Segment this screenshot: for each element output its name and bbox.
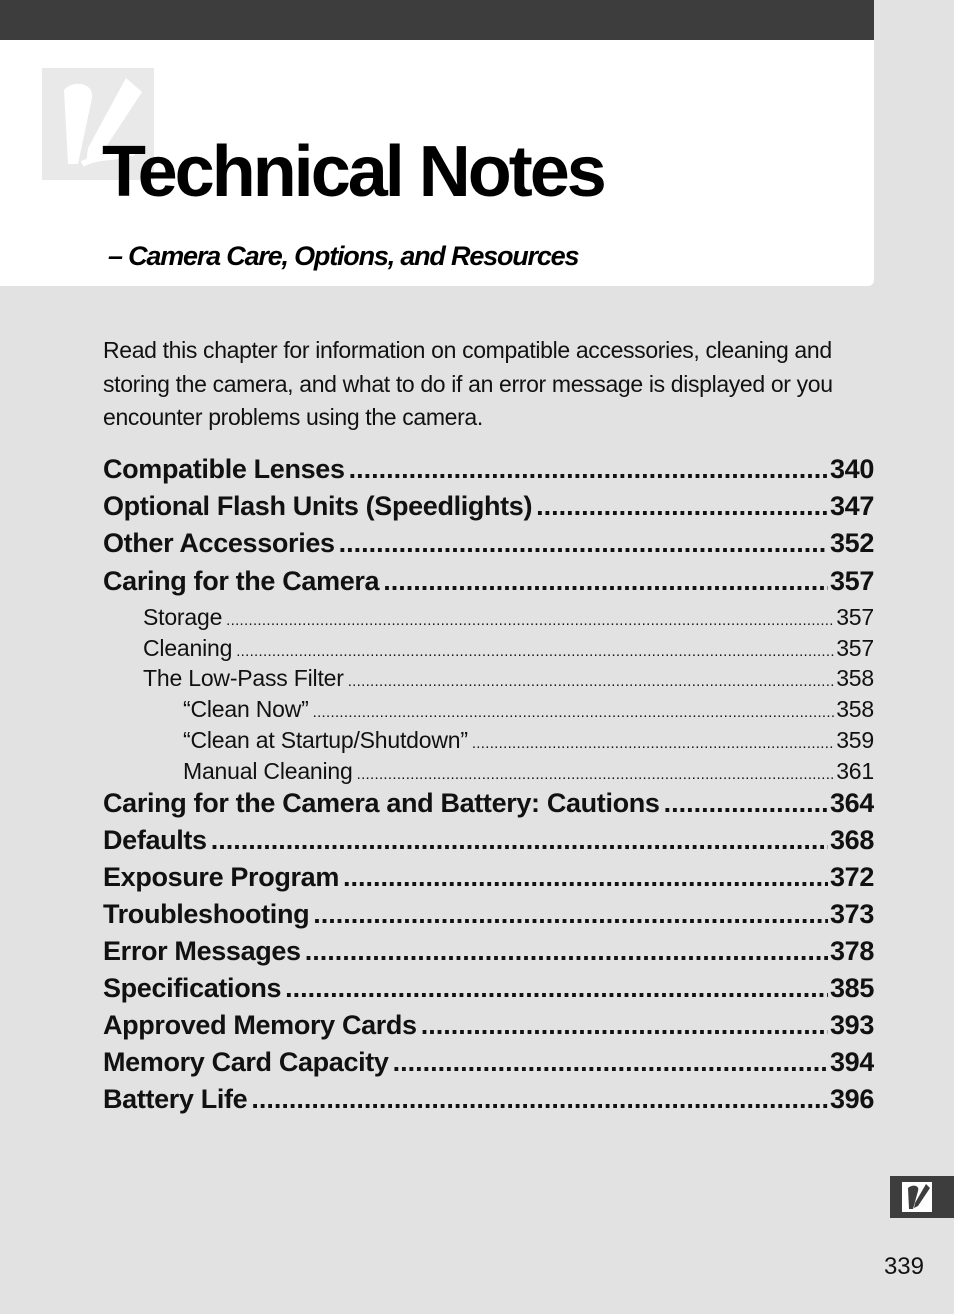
toc-leader-dots bbox=[536, 487, 828, 525]
toc-entry[interactable] bbox=[103, 756, 874, 787]
toc-entry[interactable] bbox=[103, 895, 874, 933]
toc-entry-page: 357 bbox=[836, 635, 874, 661]
toc-entry-title: Manual Cleaning bbox=[183, 758, 353, 784]
toc-entry-page: 394 bbox=[830, 1047, 874, 1077]
toc-entry-title: Troubleshooting bbox=[103, 899, 310, 929]
toc-entry[interactable] bbox=[103, 784, 874, 822]
toc-entry[interactable] bbox=[103, 602, 874, 633]
toc-leader-dots bbox=[664, 784, 828, 822]
chapter-subtitle: – Camera Care, Options, and Resources bbox=[108, 241, 579, 271]
toc-entry-page: 357 bbox=[830, 566, 874, 596]
toc-entry[interactable] bbox=[103, 524, 874, 562]
toc-leader-dots bbox=[343, 858, 828, 896]
toc-entry-title: Error Messages bbox=[103, 936, 301, 966]
toc-entry-page: 368 bbox=[830, 825, 874, 855]
chapter-top-bar bbox=[0, 0, 874, 40]
toc-entry-title: “Clean at Startup/Shutdown” bbox=[183, 727, 468, 753]
toc-entry[interactable] bbox=[103, 487, 874, 525]
toc-entry-page: 361 bbox=[836, 758, 874, 784]
toc-entry-page: 396 bbox=[830, 1084, 874, 1114]
toc-entry-page: 358 bbox=[836, 696, 874, 722]
toc-leader-dots bbox=[472, 728, 834, 756]
toc-entry[interactable] bbox=[103, 450, 874, 488]
toc-entry[interactable] bbox=[103, 633, 874, 664]
toc-leader-dots bbox=[421, 1006, 828, 1044]
toc-entry-page: 352 bbox=[830, 528, 874, 558]
toc-entry-title: Exposure Program bbox=[103, 862, 339, 892]
toc-entry-title: Defaults bbox=[103, 825, 207, 855]
toc-entry-title: Storage bbox=[143, 604, 223, 630]
toc-leader-dots bbox=[383, 562, 828, 600]
chapter-side-tab bbox=[890, 1176, 954, 1218]
toc-entry-title: Compatible Lenses bbox=[103, 454, 345, 484]
toc-entry-title: Battery Life bbox=[103, 1084, 248, 1114]
toc-entry[interactable] bbox=[103, 1043, 874, 1081]
toc-entry-page: 373 bbox=[830, 899, 874, 929]
toc-entry-title: Other Accessories bbox=[103, 528, 335, 558]
toc-leader-dots bbox=[349, 450, 828, 488]
toc-leader-dots bbox=[339, 524, 828, 562]
toc-leader-dots bbox=[313, 697, 835, 725]
toc-leader-dots bbox=[226, 605, 834, 633]
toc-entry[interactable] bbox=[103, 858, 874, 896]
toc-leader-dots bbox=[236, 636, 834, 664]
toc-leader-dots bbox=[348, 666, 835, 694]
toc-leader-dots bbox=[285, 969, 828, 1007]
toc-entry-title: Approved Memory Cards bbox=[103, 1010, 417, 1040]
chapter-title: Technical Notes bbox=[102, 132, 604, 212]
toc-leader-dots bbox=[357, 759, 835, 787]
toc-entry-title: Memory Card Capacity bbox=[103, 1047, 389, 1077]
toc-entry[interactable] bbox=[103, 821, 874, 859]
toc-entry-title: Optional Flash Units (Speedlights) bbox=[103, 491, 533, 521]
toc-entry[interactable] bbox=[103, 725, 874, 756]
toc-entry-page: 364 bbox=[830, 788, 874, 818]
toc-leader-dots bbox=[211, 821, 828, 859]
toc-leader-dots bbox=[393, 1043, 828, 1081]
toc-entry-page: 385 bbox=[830, 973, 874, 1003]
page-number: 339 bbox=[883, 1253, 924, 1280]
toc-entry-page: 372 bbox=[830, 862, 874, 892]
toc-entry-title: Cleaning bbox=[143, 635, 233, 661]
toc-entry-page: 340 bbox=[830, 454, 874, 484]
toc-entry[interactable] bbox=[103, 932, 874, 970]
toc-entry-title: Caring for the Camera bbox=[103, 566, 380, 596]
toc-entry[interactable] bbox=[103, 694, 874, 725]
toc-entry[interactable] bbox=[103, 1080, 874, 1118]
toc-entry[interactable] bbox=[103, 562, 874, 600]
toc-leader-dots bbox=[313, 895, 828, 933]
toc-entry[interactable] bbox=[103, 663, 874, 694]
toc-entry-page: 347 bbox=[830, 491, 874, 521]
toc-entry-title: The Low-Pass Filter bbox=[143, 665, 344, 691]
toc-entry[interactable] bbox=[103, 1006, 874, 1044]
pencil-note-icon bbox=[890, 1176, 954, 1218]
toc-entry-page: 358 bbox=[836, 665, 874, 691]
toc-entry-title: “Clean Now” bbox=[183, 696, 309, 722]
toc-entry[interactable] bbox=[103, 969, 874, 1007]
toc-entry-page: 357 bbox=[836, 604, 874, 630]
toc-entry-page: 359 bbox=[836, 727, 874, 753]
toc-entry-title: Caring for the Camera and Battery: Cautions bbox=[103, 788, 660, 818]
toc-entry-page: 393 bbox=[830, 1010, 874, 1040]
toc-entry-page: 378 bbox=[830, 936, 874, 966]
toc-leader-dots bbox=[251, 1080, 828, 1118]
toc-leader-dots bbox=[305, 932, 828, 970]
intro-paragraph: Read this chapter for information on compatible accessories, cleaning and storing the camera, and what to do if an error message is displayed or you encounter problems using the camera. bbox=[103, 337, 833, 430]
toc-entry-title: Specifications bbox=[103, 973, 282, 1003]
